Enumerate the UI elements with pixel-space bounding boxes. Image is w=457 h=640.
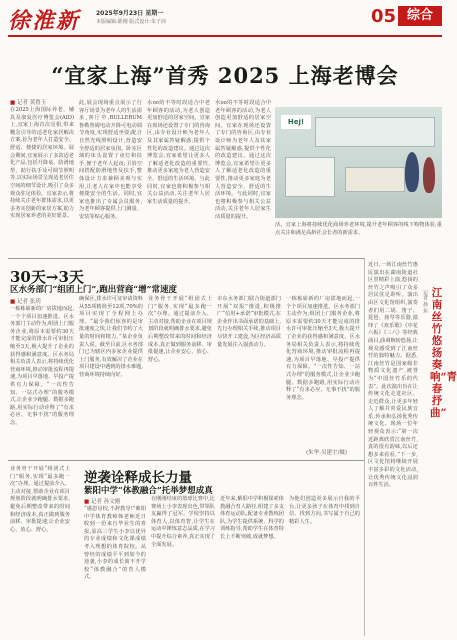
story2-headline: 30天→3天 [10,268,84,286]
lead-col-1: 在2025上海国际养老、辅具及康复医疗博览会(AID)上,宜家上海首次亮相,带来概念引导的适老化家居解决方案,旨为老年人打造安全、舒适、便捷的居家环境。展会期间,宜家展示了多款适老化产品,包括升降桌、防滑地垫、助行扶手及可调节照明等,以实际场景呈现适老居住空间的细节设计,吸引了众多观众驻足体验。宜家表示,将持续关注老年群体需求,以更多务实创新的家居方案,助力实现居家养老的美好愿景。 [10,107,74,220]
byline-name: 孙文刚 [103,499,121,505]
story2-col-3: 业务骨干开展“组团式上门”服务,实现“最多跑一次”办理。通过提前介入、主动对接,帮助企业在项目规划阶段就明确排水要求,避免后期整改带来的时间和经济成本,真正做到服务前移、审批提速,让企业安心、放心、舒心。 [148,296,212,363]
editors-line: 本版编辑:陈刚 版式设计:朱子沛 [96,19,166,25]
lead-col-4: 水oo的不等时段适合中老年顾客的活动,为老人创造更加舒适的居家空间。宜家在现场还设置了专门的咨询区,由专业设计师为老年人及其家属答疑解惑,提供个性化的改造建议。通过这次博览会,宜家希望让更多人了解适老化改造的重要性,推动更多家庭为老人营造安全、舒适的生活环境。与此同时,宜家也将积极参与相关公益活动,关注老年人居家生活质量的提升。 [215,100,271,220]
section-label: 综合 [398,6,442,26]
story3-headline: 逆袭诠释成长力量 [84,470,192,486]
page-header [0,0,450,36]
byline-marker: ■ [84,499,90,505]
byline-marker: ■ [10,299,16,305]
section-divider [8,258,364,259]
story2-col-5: 一栋栋崭新的厂房拔地而起,一个个项目加速推进。区水务部门主动作为,组团上门服务企业,将原本需要约30天才能完成的排水许可审批压缩至3天,极大提升了企业的获得感和满意度。区水务局相关负责人表示,将持续优化营商环境,推动审批流程再提速,为项目早落地、早投产提供有力保障。“一次性告知、一站式办理”的服务模式,让企业少跑腿、数据多跑路,用实际行动诠释了“有求必应、无事不扰”的服务理念。 [286,296,360,401]
byline-label: 记者 [90,499,102,505]
lead-photo [275,107,442,218]
byline-marker: ■ [10,100,16,106]
sidebar-rule [364,258,365,636]
lead-col-5: 活。宜家上海将持续优化商场养老环境,提升老年顾客的线下购物体验,重点关注和满足高龄社会长者的新需求。 [275,222,442,236]
story3-byline [84,497,120,505]
byline-label: 记者 [16,100,28,106]
byline-name: 黄鲁玉 [29,100,47,106]
sidebar-byline: 记者 孙 东 [422,290,428,314]
byline-label: 记者 [16,299,28,305]
visitor-figure [405,152,419,192]
booth-bed [345,167,405,192]
story3-subhead: 紫阳中学“体教融合”托举梦想成真 [84,486,213,496]
ikea-booth-sign: Hej! [281,115,311,129]
masthead: 徐淮新 [8,8,81,34]
lead-col-3: 水oo的不等时段适合中老年顾客的活动,为老人创造更加舒适的居家空间。宜家在现场还设置了专门的咨询区,由专业设计师为老年人及其家属答疑解惑,提供个性化的改造建议。通过这次博览会,宜家希望让更多人了解适老化改造的重要性,推动更多家庭为老人营造安全、舒适的生活环境。与此同时,宜家也将积极参与相关公益活动,关注老年人居家生活质量的提升。 [147,100,210,205]
story2-byline [10,297,41,305]
lead-col-2: 此,展会现场重点展示了行客厅场景为老年人的生活需求,客厅中,BULLERUM 鲁勒鲁姆电动升降可电动调节角度,实现舒适坐姿;配合自然光线照明设计,营造安全舒适的居家氛围。卧室区域的床头设置了夜灯和扶手,便于老年人起夜;卫浴空间搭配防滑地垫及扶手,整体设计力求兼顾美观与实用,让老人在家中也能享受便捷安全的生活。同时,宜家也推出了专属会员服务,为老年顾客提供上门测量、安装等贴心服务。 [79,100,142,220]
story2-col-4: 市东水务部门联合街道部门开展“双报”推进,积极推广“信用+承诺”审批模式,在企业作出书面承诺的基础上,先行办理相关手续,推动项目尽快开工建设,为区经济高质量发展注入强劲动力。 [217,296,281,348]
booth-wall [315,117,435,147]
story2-col-1: 一栋栋崭新的厂房拔地而起,一个个项目加速推进。区水务部门主动作为,组团上门服务企业,将原本需要约30天才能完成的排水许可审批压缩至3天,极大提升了企业的获得感和满意度。区水务局相关负责人表示,将持续优化营商环境,推动审批流程再提速,为项目早落地、早投产提供有力保障。“一次性告知、一站式办理”的服务模式,让企业少跑腿、数据多跑路,用实际行动诠释了“有求必应、无事不扰”的服务理念。 [10,306,74,426]
page-number: 05 [371,6,397,27]
section-divider [8,460,364,461]
lead-headline: “宜家上海”首秀 2025 上海老博会 [51,63,399,88]
header-rule [8,35,442,37]
story3-col-4: 为他们创造更多展示自我的平台,让更多孩子在体育中找到自信、找到方向,书写属于自己的精彩人生。 [289,496,360,525]
visitor-figure [423,157,435,193]
story3-col-1: “感恩母校,不辞教导!”紫阳中学体育教师韩老师近日收到一份来自毕业生的喜报,原高三学生小李以优异的专业成绩和文化课成绩考入理想的体育院校。从曾经的成绩平平到如今的逆袭,小李的成长离不开学校“体教融合”的育人模式。 [84,506,146,581]
booth-cabinet [285,157,335,197]
byline-name: 张玥 [29,299,41,305]
lead-byline [10,98,46,106]
story3-col-3: 近年来,紫阳中学积极探索体教融合育人路径,组建了多支体育运动队,配备专业教练团队,为学生提供系统、科学的训练指导,帮助学生在体育特长上不断突破,成就梦想。 [220,496,284,540]
sidebar-title: 江南丝竹悠扬奏响“青春抒曲” [430,287,457,419]
sidebar-text: 近日,一场江南丝竹惠民演出在湖南街道社区里精彩上演,悠扬的丝竹之声吸引了众多居民驻足聆听。演出由区文化馆组织,演奏者们用二胡、笛子、琵琶、扬琴等乐器,演绎了《欢乐歌》《中花六板》《三六》等经典曲目,曲调婉转悠扬,让观众感受到了江南丝竹的独特魅力。据悉,江南丝竹是国家级非物质文化遗产,被誉为“中国丝竹乐的代表”。此次演出旨在让传统文化走进社区、走近群众,让更多年轻人了解并喜爱民族音乐,传承和弘扬优秀传统文化。现场一位年轻观众表示:“第一次近距离欣赏江南丝竹,真的很有韵味,以后还想多来看看。”下一步,区文化馆将继续开展丰富多彩的文化活动,让优秀传统文化浸润百姓生活。 [368,262,418,489]
story2-col-2: 确保区,排水许可证审请资料从55项精简至12项,70%的项目实现了全程网上办理。“最令我们惊喜的是审批速度之快,让我们节约了大量的时间和精力。”某企业负责人说。截至目前,区水务部门已为辖区内多家企业提供上门服务,有效解决了企业在项目建设中遇到的排水难题,营商环境持续向好。 [79,296,143,378]
story2-subhead: 区水务部门“组团上门”,跑出营商“增”常速度 [10,285,178,295]
photo-credit: (朱华:吴建宇/摄) [306,450,347,456]
story3-col-0: 业务骨干开展“组团式上门”服务,实现“最多跑一次”办理。通过提前介入、主动对接,帮助企业在项目规划阶段就明确排水要求,避免后期整改带来的时间和经济成本,真正做到服务前移、审批提速,让企业安心、放心、舒心。 [10,466,70,533]
date-line: 2025年9月23日 星期一 [96,10,164,17]
story3-col-2: 在刚刚结束的篮球比赛中,比赛场上小李表现出色,带领队友赢得了冠军。学校坚持以体育人,以体育智,让学生在运动中锤炼意志品质,在学习中提升综合素养,真正实现了全面发展。 [151,496,215,548]
